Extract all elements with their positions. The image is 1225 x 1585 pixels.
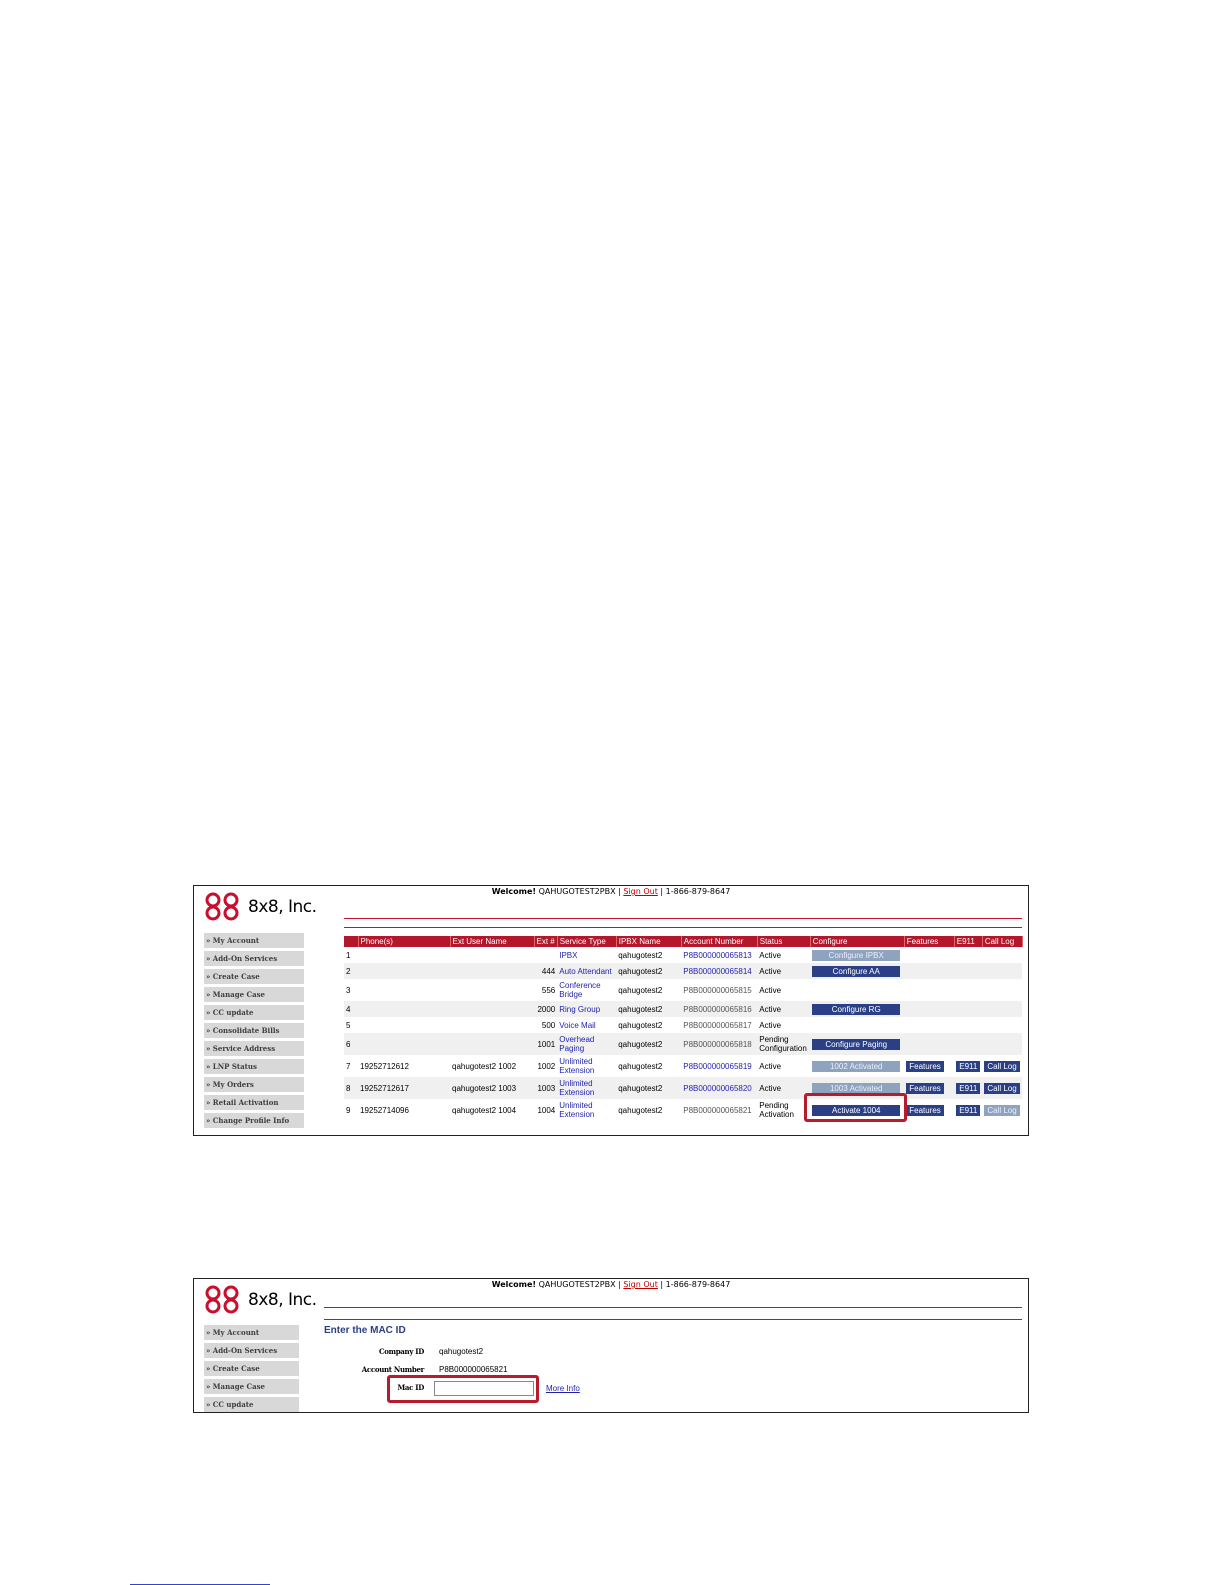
status-text: Active [759,1020,782,1030]
features-button[interactable]: Features [906,1105,944,1116]
account-number-link[interactable]: P8B000000065818 [683,1039,752,1049]
table-cell [557,1077,616,1099]
extension-number: 444 [541,966,556,976]
column-header: Call Log [982,936,1022,947]
table-cell [982,1017,1022,1033]
ipbx-name: qahugotest2 [618,1083,663,1093]
ipbx-name: qahugotest2 [618,1020,663,1030]
header-divider [344,918,1022,919]
account-number-link[interactable]: P8B000000065820 [683,1083,752,1093]
table-cell [534,947,557,963]
table-cell [450,979,534,1001]
sign-out-link[interactable]: Sign Out [623,1280,658,1289]
sidebar-item-my-orders[interactable]: » My Orders [204,1077,304,1092]
header-divider-lower [324,1319,1022,1320]
table-cell [344,1077,358,1099]
table-cell [344,1033,358,1055]
welcome-user: QAHUGOTEST2PBX | [538,887,621,896]
status-text: Active [759,1083,782,1093]
features-button[interactable]: Features [906,1083,944,1094]
account-number-link[interactable]: P8B000000065821 [683,1105,752,1115]
row-number: 7 [346,1061,351,1071]
table-cell [757,1017,810,1033]
table-cell [557,1033,616,1055]
table-cell [616,1099,681,1121]
service-type-link[interactable]: Conference Bridge [559,981,601,999]
column-header: Features [904,936,954,947]
table-header-row [344,936,1022,947]
sidebar-item-add-on-services[interactable]: » Add-On Services [204,1343,299,1358]
table-cell [954,1001,982,1017]
table-cell [616,979,681,1001]
row-number: 2 [346,966,351,976]
sidebar-item-manage-case[interactable]: » Manage Case [204,1379,299,1394]
sidebar-item-create-case[interactable]: » Create Case [204,1361,299,1376]
service-type-link[interactable]: Overhead Paging [559,1035,595,1053]
status-text: Active [759,1061,782,1071]
welcome-label: Welcome! [491,887,537,896]
table-cell [681,979,757,1001]
table-cell [557,1017,616,1033]
table-cell [904,1077,954,1099]
table-cell [344,1017,358,1033]
table-cell [757,947,810,963]
table-cell [557,1099,616,1121]
extension-number: 1001 [537,1039,556,1049]
extension-number: 500 [541,1020,556,1030]
call-log-button[interactable]: Call Log [984,1105,1019,1116]
table-cell [681,947,757,963]
table-cell [344,1099,358,1121]
table-cell [954,1017,982,1033]
extension-number: 556 [541,985,556,995]
table-cell [982,979,1022,1001]
ipbx-name: qahugotest2 [618,1004,663,1014]
table-cell [982,1099,1022,1121]
table-row [344,947,1022,963]
status-text: Active [759,966,782,976]
column-header [344,936,358,947]
table-cell [450,963,534,979]
status-text: Active [759,1004,782,1014]
table-cell [344,963,358,979]
table-cell [534,1077,557,1099]
table-cell [810,1001,904,1017]
account-services-screenshot [193,885,1029,1136]
column-header: Status [757,936,810,947]
table-cell [450,947,534,963]
service-type-link[interactable]: Auto Attendant [559,966,612,976]
brand-logo [204,892,317,922]
table-cell [616,1055,681,1077]
table-cell [982,1077,1022,1099]
table-row [344,1033,1022,1055]
extension-number: 1004 [537,1105,556,1115]
welcome-bar [194,887,1028,896]
column-header: E911 [954,936,982,947]
ipbx-name: qahugotest2 [618,1105,663,1115]
configure-button[interactable]: Configure RG [812,1004,900,1015]
table-cell [557,963,616,979]
table-cell [982,963,1022,979]
table-cell [344,1055,358,1077]
table-cell [681,1017,757,1033]
phone-number: 19252712617 [360,1083,409,1093]
row-number: 9 [346,1105,351,1115]
e911-button[interactable]: E911 [956,1105,980,1116]
column-header: Ext # [534,936,557,947]
ext-user-name: qahugotest2 1003 [452,1083,517,1093]
welcome-label: Welcome! [491,1280,537,1289]
configure-button[interactable]: 1002 Activated [812,1061,900,1072]
table-cell [954,1033,982,1055]
account-number-link[interactable]: P8B000000065816 [683,1004,752,1014]
table-cell [681,1099,757,1121]
table-cell [534,963,557,979]
column-header: Service Type [557,936,616,947]
row-number: 8 [346,1083,351,1093]
table-row [344,1001,1022,1017]
table-cell [358,963,450,979]
ipbx-name: qahugotest2 [618,966,663,976]
support-phone: | 1-866-879-8647 [660,1280,731,1289]
ext-user-name: qahugotest2 1002 [452,1061,517,1071]
account-number-link[interactable]: P8B000000065819 [683,1061,752,1071]
header [194,886,1028,932]
table-cell [616,1077,681,1099]
table-cell [810,963,904,979]
mac-id-screenshot [193,1278,1029,1413]
table-cell [681,1055,757,1077]
table-cell [757,963,810,979]
table-cell [358,1099,450,1121]
call-log-button[interactable]: Call Log [984,1061,1019,1072]
sidebar-item-my-account[interactable]: » My Account [204,933,304,948]
table-row [344,979,1022,1001]
table-cell [616,1001,681,1017]
table-cell [757,1077,810,1099]
service-type-link[interactable]: Unlimited Extension [559,1101,595,1119]
table-cell [534,1055,557,1077]
account-number-link[interactable]: P8B000000065814 [683,966,752,976]
sign-out-link[interactable]: Sign Out [623,887,658,896]
table-cell [616,963,681,979]
extension-number: 2000 [537,1004,556,1014]
ext-user-name: qahugotest2 1004 [452,1105,517,1115]
mac-id-label: Mac ID [397,1383,424,1392]
sidebar-item-cc-update[interactable]: » CC update [204,1397,299,1412]
table-cell [681,1001,757,1017]
sidebar-item-consolidate-bills[interactable]: » Consolidate Bills [204,1023,304,1038]
table-cell [904,947,954,963]
table-cell [904,1033,954,1055]
table-cell [450,1055,534,1077]
activate-highlight-box [804,1093,907,1122]
table-cell [904,1099,954,1121]
account-number-label: Account Number [361,1365,424,1374]
table-cell [954,1055,982,1077]
table-cell [557,979,616,1001]
company-id-value: qahugotest2 [439,1347,484,1356]
table-cell [810,1055,904,1077]
services-table [344,936,1023,1121]
table-cell [757,1055,810,1077]
row-number: 1 [346,950,351,960]
form-title: Enter the MAC ID [324,1325,406,1336]
table-cell [810,1017,904,1033]
company-id-label: Company ID [378,1347,424,1356]
table-cell [757,1099,810,1121]
table-cell [681,1033,757,1055]
table-cell [358,979,450,1001]
table-cell [557,947,616,963]
column-header: Phone(s) [358,936,450,947]
table-cell [982,1055,1022,1077]
table-row [344,1077,1022,1099]
account-number-link[interactable]: P8B000000065817 [683,1020,752,1030]
table-cell [810,947,904,963]
table-row [344,1017,1022,1033]
table-cell [557,1055,616,1077]
table-cell [358,947,450,963]
table-cell [534,1099,557,1121]
configure-button[interactable]: Configure AA [812,966,900,977]
table-cell [358,1055,450,1077]
sidebar-item-service-address[interactable]: » Service Address [204,1041,304,1056]
table-cell [534,1033,557,1055]
sidebar-item-create-case[interactable]: » Create Case [204,969,304,984]
account-number-value: P8B000000065821 [439,1365,508,1374]
sidebar-item-manage-case[interactable]: » Manage Case [204,987,304,1002]
table-cell [904,1055,954,1077]
table-cell [954,979,982,1001]
header-divider-lower [344,927,1022,928]
table-cell [344,979,358,1001]
table-row [344,1099,1022,1121]
table-cell [810,1033,904,1055]
table-cell [681,1077,757,1099]
table-cell [757,1001,810,1017]
configure-button[interactable]: Configure Paging [812,1039,900,1050]
ipbx-name: qahugotest2 [618,985,663,995]
table-cell [534,1001,557,1017]
table-cell [954,1077,982,1099]
column-header: Configure [810,936,904,947]
table-cell [904,1017,954,1033]
sidebar-nav [204,933,304,1131]
table-cell [904,963,954,979]
sidebar-item-add-on-services[interactable]: » Add-On Services [204,951,304,966]
table-cell [358,1033,450,1055]
e911-button[interactable]: E911 [956,1083,980,1094]
table-cell [757,1033,810,1055]
table-cell [616,1017,681,1033]
table-row [344,1055,1022,1077]
status-text: Pending Configuration [759,1035,807,1053]
table-cell [534,1017,557,1033]
table-cell [982,1033,1022,1055]
table-cell [954,963,982,979]
welcome-user: QAHUGOTEST2PBX | [538,1280,621,1289]
brand-name: 8x8, Inc. [248,1290,317,1310]
account-number-link[interactable]: P8B000000065813 [683,950,752,960]
ipbx-name: qahugotest2 [618,950,663,960]
table-cell [904,979,954,1001]
phone-number: 19252714096 [360,1105,409,1115]
table-cell [450,1077,534,1099]
table-cell [954,1099,982,1121]
column-header: IPBX Name [616,936,681,947]
table-row [344,963,1022,979]
phone-number: 19252712612 [360,1061,409,1071]
header-divider [324,1307,1022,1308]
logo-mark-icon [204,892,242,922]
table-cell [616,947,681,963]
ipbx-name: qahugotest2 [618,1039,663,1049]
table-cell [982,1001,1022,1017]
status-text: Active [759,950,782,960]
service-type-link[interactable]: Unlimited Extension [559,1057,595,1075]
table-cell [344,947,358,963]
logo-mark-icon [204,1285,242,1315]
table-cell [450,1033,534,1055]
sidebar-item-cc-update[interactable]: » CC update [204,1005,304,1020]
configure-button[interactable]: 1003 Activated [812,1083,900,1094]
table-cell [810,979,904,1001]
service-type-link[interactable]: Ring Group [559,1004,601,1014]
status-text: Pending Activation [759,1101,794,1119]
table-cell [358,1001,450,1017]
table-cell [904,1001,954,1017]
features-button[interactable]: Features [906,1061,944,1072]
sidebar-item-my-account[interactable]: » My Account [204,1325,299,1340]
extension-number: 1003 [537,1083,556,1093]
mac-id-highlight-box [387,1375,539,1403]
table-cell [450,1099,534,1121]
configure-button[interactable]: Configure IPBX [812,950,900,961]
service-type-link[interactable]: Voice Mail [559,1020,596,1030]
table-cell [344,1001,358,1017]
welcome-bar [194,1280,1028,1289]
extension-number: 1002 [537,1061,556,1071]
row-number: 4 [346,1004,351,1014]
table-cell [557,1001,616,1017]
e911-button[interactable]: E911 [956,1061,980,1072]
row-number: 3 [346,985,351,995]
brand-name: 8x8, Inc. [248,897,317,917]
service-type-link[interactable]: IPBX [559,950,578,960]
sidebar-item-change-profile-info[interactable]: » Change Profile Info [204,1113,304,1128]
table-cell [616,1033,681,1055]
table-cell [450,1017,534,1033]
table-cell [534,979,557,1001]
service-type-link[interactable]: Unlimited Extension [559,1079,595,1097]
table-cell [450,1001,534,1017]
support-phone: | 1-866-879-8647 [660,887,731,896]
row-number: 6 [346,1039,351,1049]
table-cell [757,979,810,1001]
account-number-link[interactable]: P8B000000065815 [683,985,752,995]
table-cell [982,947,1022,963]
sidebar-item-lnp-status[interactable]: » LNP Status [204,1059,304,1074]
sidebar-item-retail-activation[interactable]: » Retail Activation [204,1095,304,1110]
status-text: Active [759,985,782,995]
table-cell [681,963,757,979]
column-header: Ext User Name [450,936,534,947]
table-cell [358,1077,450,1099]
brand-logo [204,1285,317,1315]
row-number: 5 [346,1020,351,1030]
table-cell [358,1017,450,1033]
sidebar-nav [204,1325,299,1413]
table-cell [954,947,982,963]
call-log-button[interactable]: Call Log [984,1083,1019,1094]
column-header: Account Number [681,936,757,947]
more-info-link[interactable]: More Info [546,1384,580,1393]
configure-button[interactable]: Activate 1004 [812,1105,900,1116]
ipbx-name: qahugotest2 [618,1061,663,1071]
